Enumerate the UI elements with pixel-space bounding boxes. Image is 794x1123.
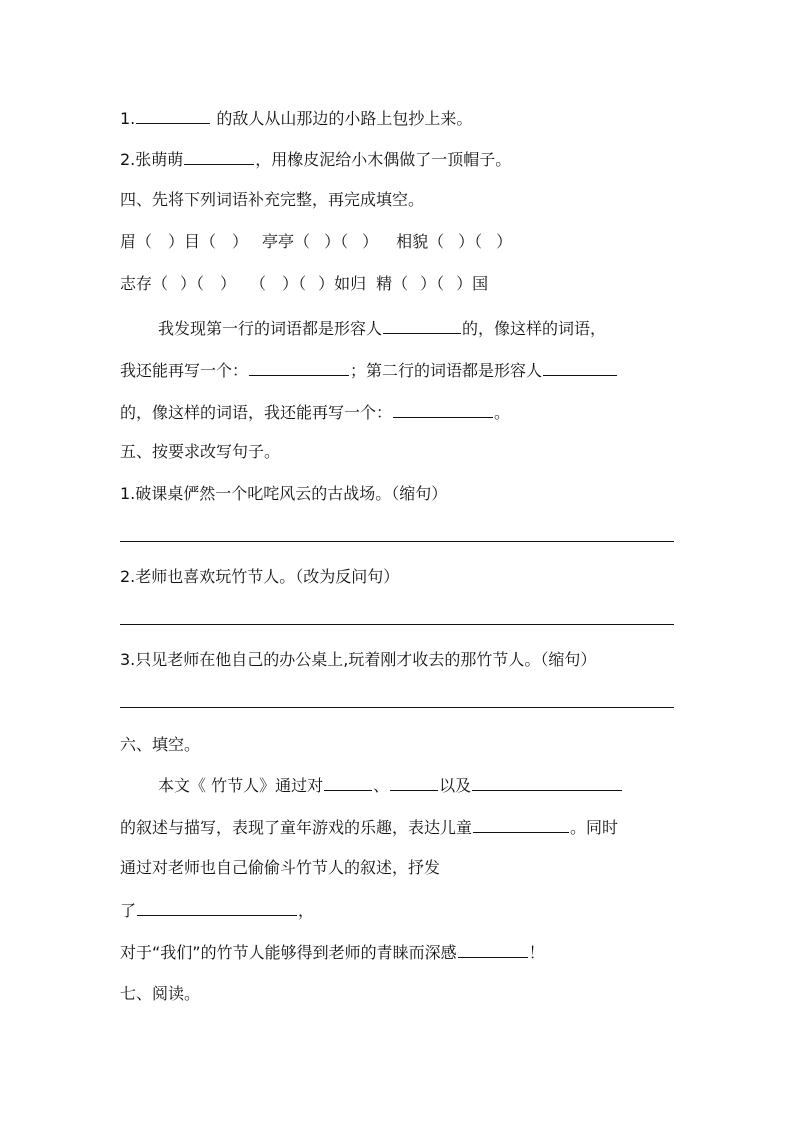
q6-line-2 — [120, 817, 618, 838]
para-text: 本文《 竹节人》通过对 — [158, 776, 324, 795]
answer-blank[interactable] — [383, 318, 461, 334]
para-text: 我发现第一行的词语都是形容人 — [158, 319, 383, 338]
answer-blank[interactable] — [472, 775, 622, 791]
word-part: （ — [250, 274, 267, 293]
answer-blank[interactable] — [184, 149, 254, 165]
answer-blank[interactable] — [324, 775, 372, 791]
para-text: 了 — [120, 901, 137, 920]
answer-blank[interactable] — [543, 360, 617, 376]
word-part: ）（ — [458, 232, 483, 251]
word-part: ） — [496, 232, 513, 251]
answer-blank[interactable] — [473, 817, 569, 833]
q4-row-1 — [120, 232, 512, 252]
q5-sentence-1: 1.破课桌俨然一个叱咤风云的古战场。（缩句） — [120, 484, 448, 503]
para-text: 我还能再写一个： — [120, 361, 249, 380]
q4-row-2 — [120, 274, 488, 294]
word-part: ）国 — [456, 274, 489, 293]
word-part: 眉（ — [120, 232, 153, 251]
q6-line-5 — [120, 942, 545, 963]
word-part: ）如归 — [318, 274, 367, 293]
word-part: ） — [232, 232, 249, 251]
q6-line-3: 通过对老师也自己偷偷斗竹节人的叙述，抒发 — [120, 858, 441, 877]
word-part: ） — [220, 274, 237, 293]
word-part: ）（ — [180, 274, 205, 293]
word-part: ）目（ — [168, 232, 217, 251]
q4-para-line-3 — [120, 402, 510, 423]
word-part: 精（ — [376, 274, 409, 293]
q6-heading: 六、填空。 — [120, 735, 201, 754]
q5-heading: 五、按要求改写句子。 — [120, 442, 281, 461]
para-text: 。同时 — [570, 818, 619, 837]
q3-item-2-number: 2.张萌萌 — [120, 150, 184, 169]
word-part: ）（ — [420, 274, 445, 293]
q3-item-1-number: 1. — [120, 109, 136, 128]
answer-blank[interactable] — [137, 900, 297, 916]
q3-item-1 — [120, 108, 472, 129]
q5-sentence-3: 3.只见老师在他自己的办公桌上,玩着刚才收去的那竹节人。（缩句） — [120, 650, 597, 669]
para-text: ！ — [528, 943, 545, 962]
q6-line-4 — [120, 900, 314, 921]
word-part: ） — [362, 232, 379, 251]
answer-blank[interactable] — [390, 775, 438, 791]
para-text: 以及 — [439, 776, 472, 795]
answer-line[interactable] — [120, 707, 674, 708]
q3-item-2 — [120, 149, 511, 170]
word-part: 相貌（ — [396, 232, 445, 251]
word-part: 志存（ — [120, 274, 169, 293]
q5-sentence-2: 2.老师也喜欢玩竹节人。（改为反问句） — [120, 567, 400, 586]
answer-blank[interactable] — [136, 108, 210, 124]
q4-para-line-1 — [158, 318, 606, 339]
q7-heading: 七、阅读。 — [120, 984, 201, 1003]
para-text: ；第二行的词语都是形容人 — [350, 361, 543, 380]
para-text: 对于“我们”的竹节人能够得到老师的青睐而深感 — [120, 943, 457, 962]
para-text: 的叙述与描写，表现了童年游戏的乐趣，表达儿童 — [120, 818, 473, 837]
word-part: ）（ — [282, 274, 307, 293]
para-text: 的，像这样的词语，我还能再写一个： — [120, 403, 393, 422]
answer-line[interactable] — [120, 541, 674, 542]
q6-line-1 — [158, 775, 623, 796]
q4-para-line-2 — [120, 360, 618, 381]
answer-blank[interactable] — [249, 360, 349, 376]
answer-blank[interactable] — [458, 942, 528, 958]
word-part: 亭亭（ — [262, 232, 311, 251]
para-text: 、 — [373, 776, 390, 795]
para-text: 。 — [494, 403, 511, 422]
q3-item-2-text: ，用橡皮泥给小木偶做了一顶帽子。 — [255, 150, 512, 169]
word-part: ）（ — [324, 232, 349, 251]
para-text: ， — [298, 901, 315, 920]
answer-blank[interactable] — [393, 402, 493, 418]
q4-heading: 四、先将下列词语补充完整，再完成填空。 — [120, 190, 425, 209]
answer-line[interactable] — [120, 624, 674, 625]
para-text: 的，像这样的词语， — [462, 319, 607, 338]
q3-item-1-text: 的敌人从山那边的小路上包抄上来。 — [211, 109, 473, 128]
